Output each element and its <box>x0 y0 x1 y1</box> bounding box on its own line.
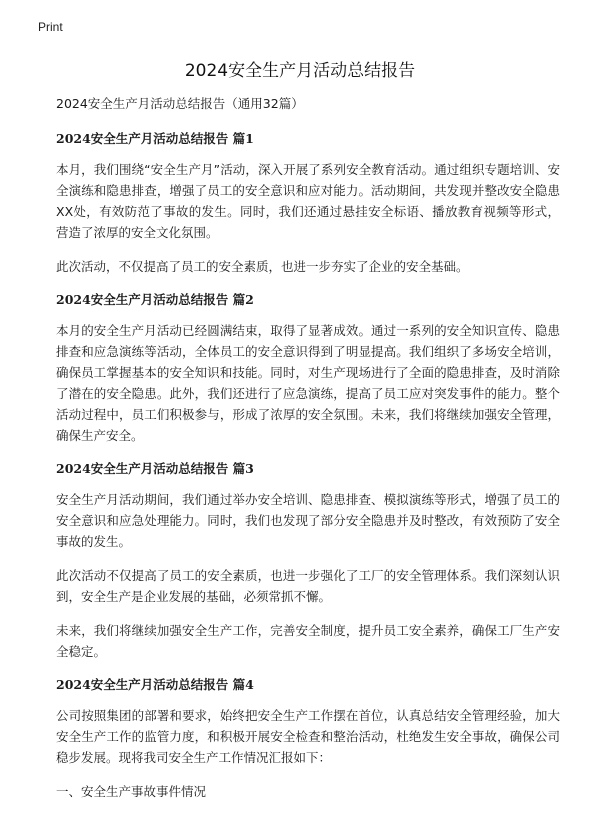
section-heading: 2024安全生产月活动总结报告 篇2 <box>56 292 254 307</box>
document-title: 2024安全生产月活动总结报告 <box>184 61 416 81</box>
section-heading: 2024安全生产月活动总结报告 篇4 <box>56 677 254 692</box>
section-paragraph: 一、安全生产事故事件情况 <box>56 784 207 799</box>
document-subtitle: 2024安全生产月活动总结报告（通用32篇） <box>56 96 304 111</box>
section-heading: 2024安全生产月活动总结报告 篇3 <box>56 461 254 476</box>
document-body <box>56 94 560 815</box>
section-4 <box>56 675 560 802</box>
section-paragraph: 此次活动不仅提高了员工的安全素质，也进一步强化了工厂的安全管理体系。我们深刻认识到，安全生产是企业发展的基础，必须常抓不懈。 <box>56 568 560 604</box>
section-paragraph: 此次活动，不仅提高了员工的安全素质，也进一步夯实了企业的安全基础。 <box>56 259 469 274</box>
section-3 <box>56 459 560 662</box>
section-paragraph: 本月的安全生产月活动已经圆满结束，取得了显著成效。通过一系列的安全知识宣传、隐患排查和应急演练等活动，全体员工的安全意识得到了明显提高。我们组织了多场安全培训，确保员工掌握基本的安全知识和技能。同时，对生产现场进行了全面的隐患排查，及时消除了潜在的安全隐患。此外，我们还进行了应急演练，提高了员工应对突发事件的能力。整个活动过程中，员工们积极参与，形成了浓厚的安全氛围。未来，我们将继续加强安全管理，确保生产安全。 <box>56 323 560 443</box>
print-label[interactable]: Print <box>38 20 63 34</box>
section-1 <box>56 129 560 277</box>
section-paragraph: 未来，我们将继续加强安全生产工作，完善安全制度，提升员工安全素养，确保工厂生产安全稳定。 <box>56 623 560 659</box>
section-heading: 2024安全生产月活动总结报告 篇1 <box>56 131 254 146</box>
section-2 <box>56 290 560 446</box>
section-paragraph: 本月，我们围绕“安全生产月”活动，深入开展了系列安全教育活动。通过组织专题培训、安全演练和隐患排查，增强了员工的安全意识和应对能力。活动期间，共发现并整改安全隐患XX处，有效防范了事故的发生。同时，我们还通过悬挂安全标语、播放教育视频等形式，营造了浓厚的安全文化氛围。 <box>56 162 560 240</box>
section-paragraph: 安全生产月活动期间，我们通过举办安全培训、隐患排查、模拟演练等形式，增强了员工的安全意识和应急处理能力。同时，我们也发现了部分安全隐患并及时整改，有效预防了安全事故的发生。 <box>56 492 560 549</box>
section-paragraph: 公司按照集团的部署和要求，始终把安全生产工作摆在首位，认真总结安全管理经验，加大安全生产工作的监管力度，和积极开展安全检查和整治活动，杜绝发生安全事故，确保公司稳步发展。现将我司安全生产工作情况汇报如下： <box>56 708 560 765</box>
